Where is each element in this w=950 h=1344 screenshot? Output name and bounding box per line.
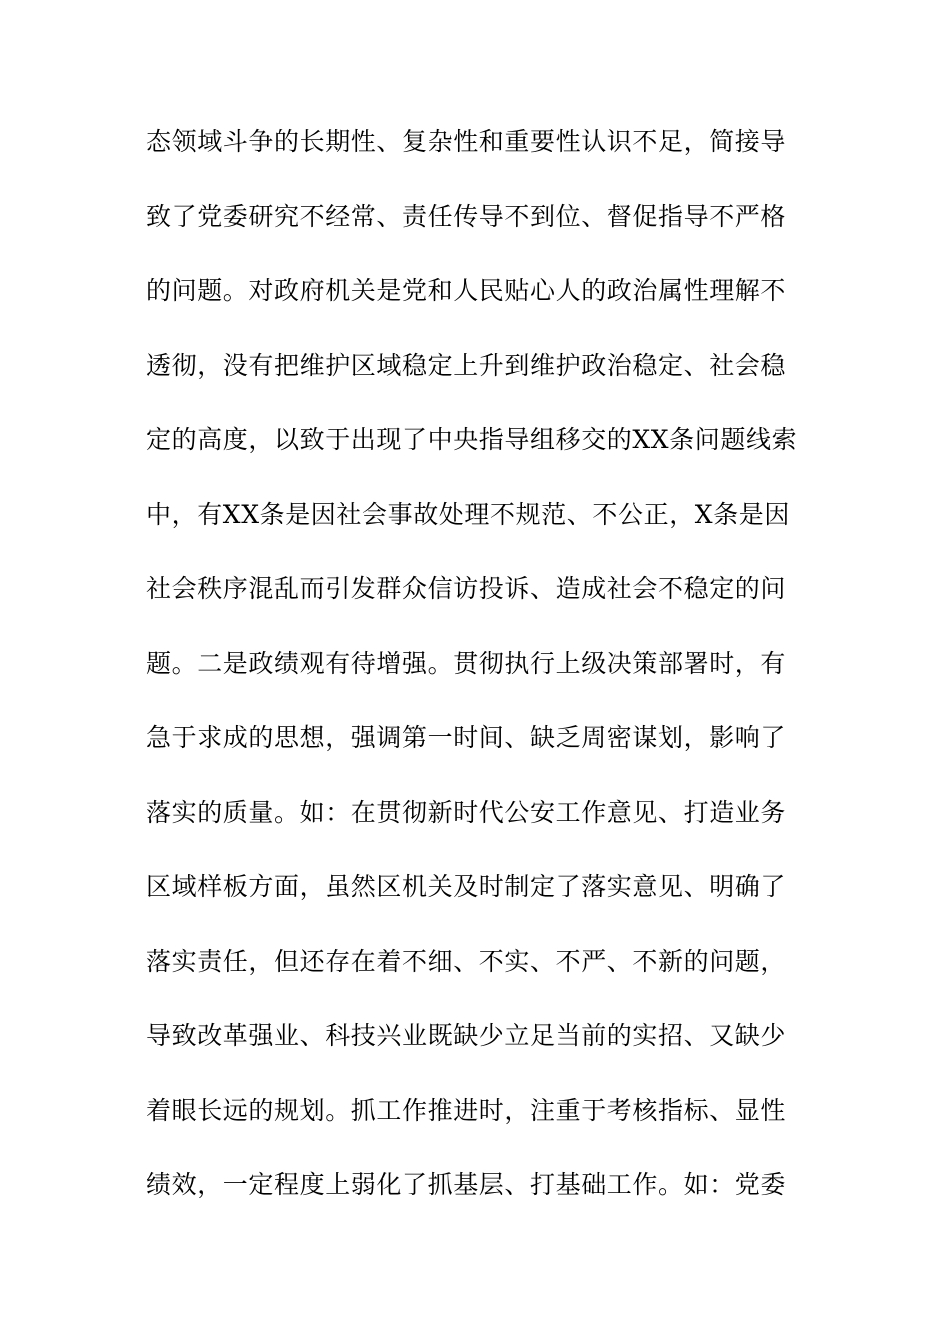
text-line: 社会秩序混乱而引发群众信访投诉、造成社会不稳定的问 — [146, 574, 787, 603]
text-line: 区域样板方面，虽然区机关及时制定了落实意见、明确了 — [146, 872, 787, 901]
text-line: 着眼长远的规划。抓工作推进时，注重于考核指标、显性 — [146, 1095, 787, 1125]
body-text — [146, 120, 806, 1238]
text-line: 题。二是政绩观有待增强。贯彻执行上级决策部署时，有 — [146, 648, 787, 678]
text-line: 导致改革强业、科技兴业既缺少立足当前的实招、又缺少 — [146, 1021, 787, 1050]
text-line: 定的高度，以致于出现了中央指导组移交的XX条问题线索 — [146, 425, 798, 454]
text-line: 态领域斗争的长期性、复杂性和重要性认识不足，简接导 — [146, 127, 787, 156]
text-line: 的问题。对政府机关是党和人民贴心人的政治属性理解不 — [146, 276, 787, 305]
text-line: 绩效，一定程度上弱化了抓基层、打基础工作。如：党委 — [146, 1170, 787, 1199]
text-line: 透彻，没有把维护区域稳定上升到维护政治稳定、社会稳 — [146, 350, 787, 380]
text-line: 急于求成的思想，强调第一时间、缺乏周密谋划，影响了 — [146, 723, 787, 752]
text-line: 落实的质量。如：在贯彻新时代公安工作意见、打造业务 — [146, 797, 787, 827]
text-line: 致了党委研究不经常、责任传导不到位、督促指导不严格 — [146, 201, 787, 231]
text-line: 落实责任，但还存在着不细、不实、不严、不新的问题， — [146, 946, 787, 976]
text-line: 中，有XX条是因社会事故处理不规范、不公正，X条是因 — [146, 499, 790, 529]
